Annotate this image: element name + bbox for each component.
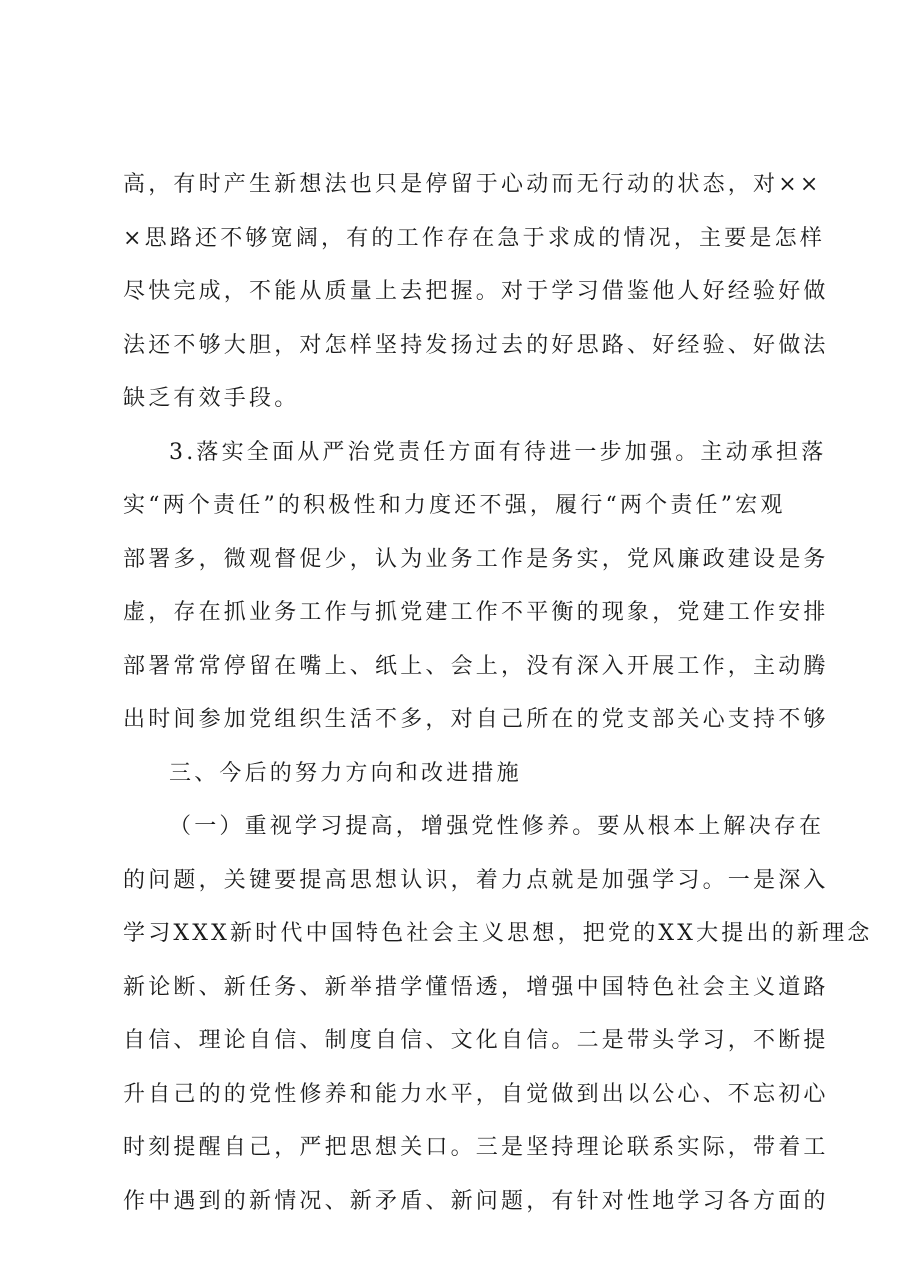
text-line: 缺乏有效手段。 bbox=[123, 386, 300, 411]
text-line: 3.落实全面从严治党责任方面有待进一步加强。主动承担落 bbox=[169, 439, 827, 465]
text-line: 高，有时产生新想法也只是停留于心动而无行动的状态，对×× bbox=[123, 172, 822, 197]
text-line: ×思路还不够宽阔，有的工作存在急于求成的情况，主要是怎样 bbox=[123, 225, 826, 251]
text-line: 升自己的的党性修养和能力水平，自觉做到出以公心、不忘初心 bbox=[123, 1081, 829, 1107]
text-line: 时刻提醒自己，严把思想关口。三是坚持理论联系实际，带着工 bbox=[123, 1135, 829, 1160]
text-line: （一）重视学习提高，增强党性修养。要从根本上解决存在 bbox=[169, 814, 825, 839]
text-line: 自信、理论自信、制度自信、文化自信。二是带头学习，不断提 bbox=[123, 1028, 829, 1053]
text-line: 新论断、新任务、新举措学懂悟透，增强中国特色社会主义道路 bbox=[123, 974, 829, 1000]
text-line: 部署常常停留在嘴上、纸上、会上，没有深入开展工作，主动腾 bbox=[123, 653, 829, 679]
text-line: 作中遇到的新情况、新矛盾、新问题，有针对性地学习各方面的 bbox=[123, 1188, 829, 1214]
text-line: 学习XXX新时代中国特色社会主义思想，把党的XX大提出的新理念 bbox=[123, 921, 873, 946]
text-line: 的问题，关键要提高思想认识，着力点就是加强学习。一是深入 bbox=[123, 867, 829, 893]
text-line: 实“两个责任”的积极性和力度还不强，履行“两个责任”宏观 bbox=[123, 493, 786, 518]
text-line: 法还不够大胆，对怎样坚持发扬过去的好思路、好经验、好做法 bbox=[123, 332, 829, 358]
text-line: 尽快完成，不能从质量上去把握。对于学习借鉴他人好经验好做 bbox=[123, 279, 829, 304]
document-body bbox=[123, 158, 873, 1228]
text-line: 三、今后的努力方向和改进措施 bbox=[169, 760, 522, 786]
text-line: 部署多，微观督促少，认为业务工作是务实，党风廉政建设是务 bbox=[123, 546, 829, 572]
text-line: 出时间参加党组织生活不多，对自己所在的党支部关心支持不够 bbox=[123, 707, 829, 732]
text-line: 虚，存在抓业务工作与抓党建工作不平衡的现象，党建工作安排 bbox=[123, 600, 829, 625]
